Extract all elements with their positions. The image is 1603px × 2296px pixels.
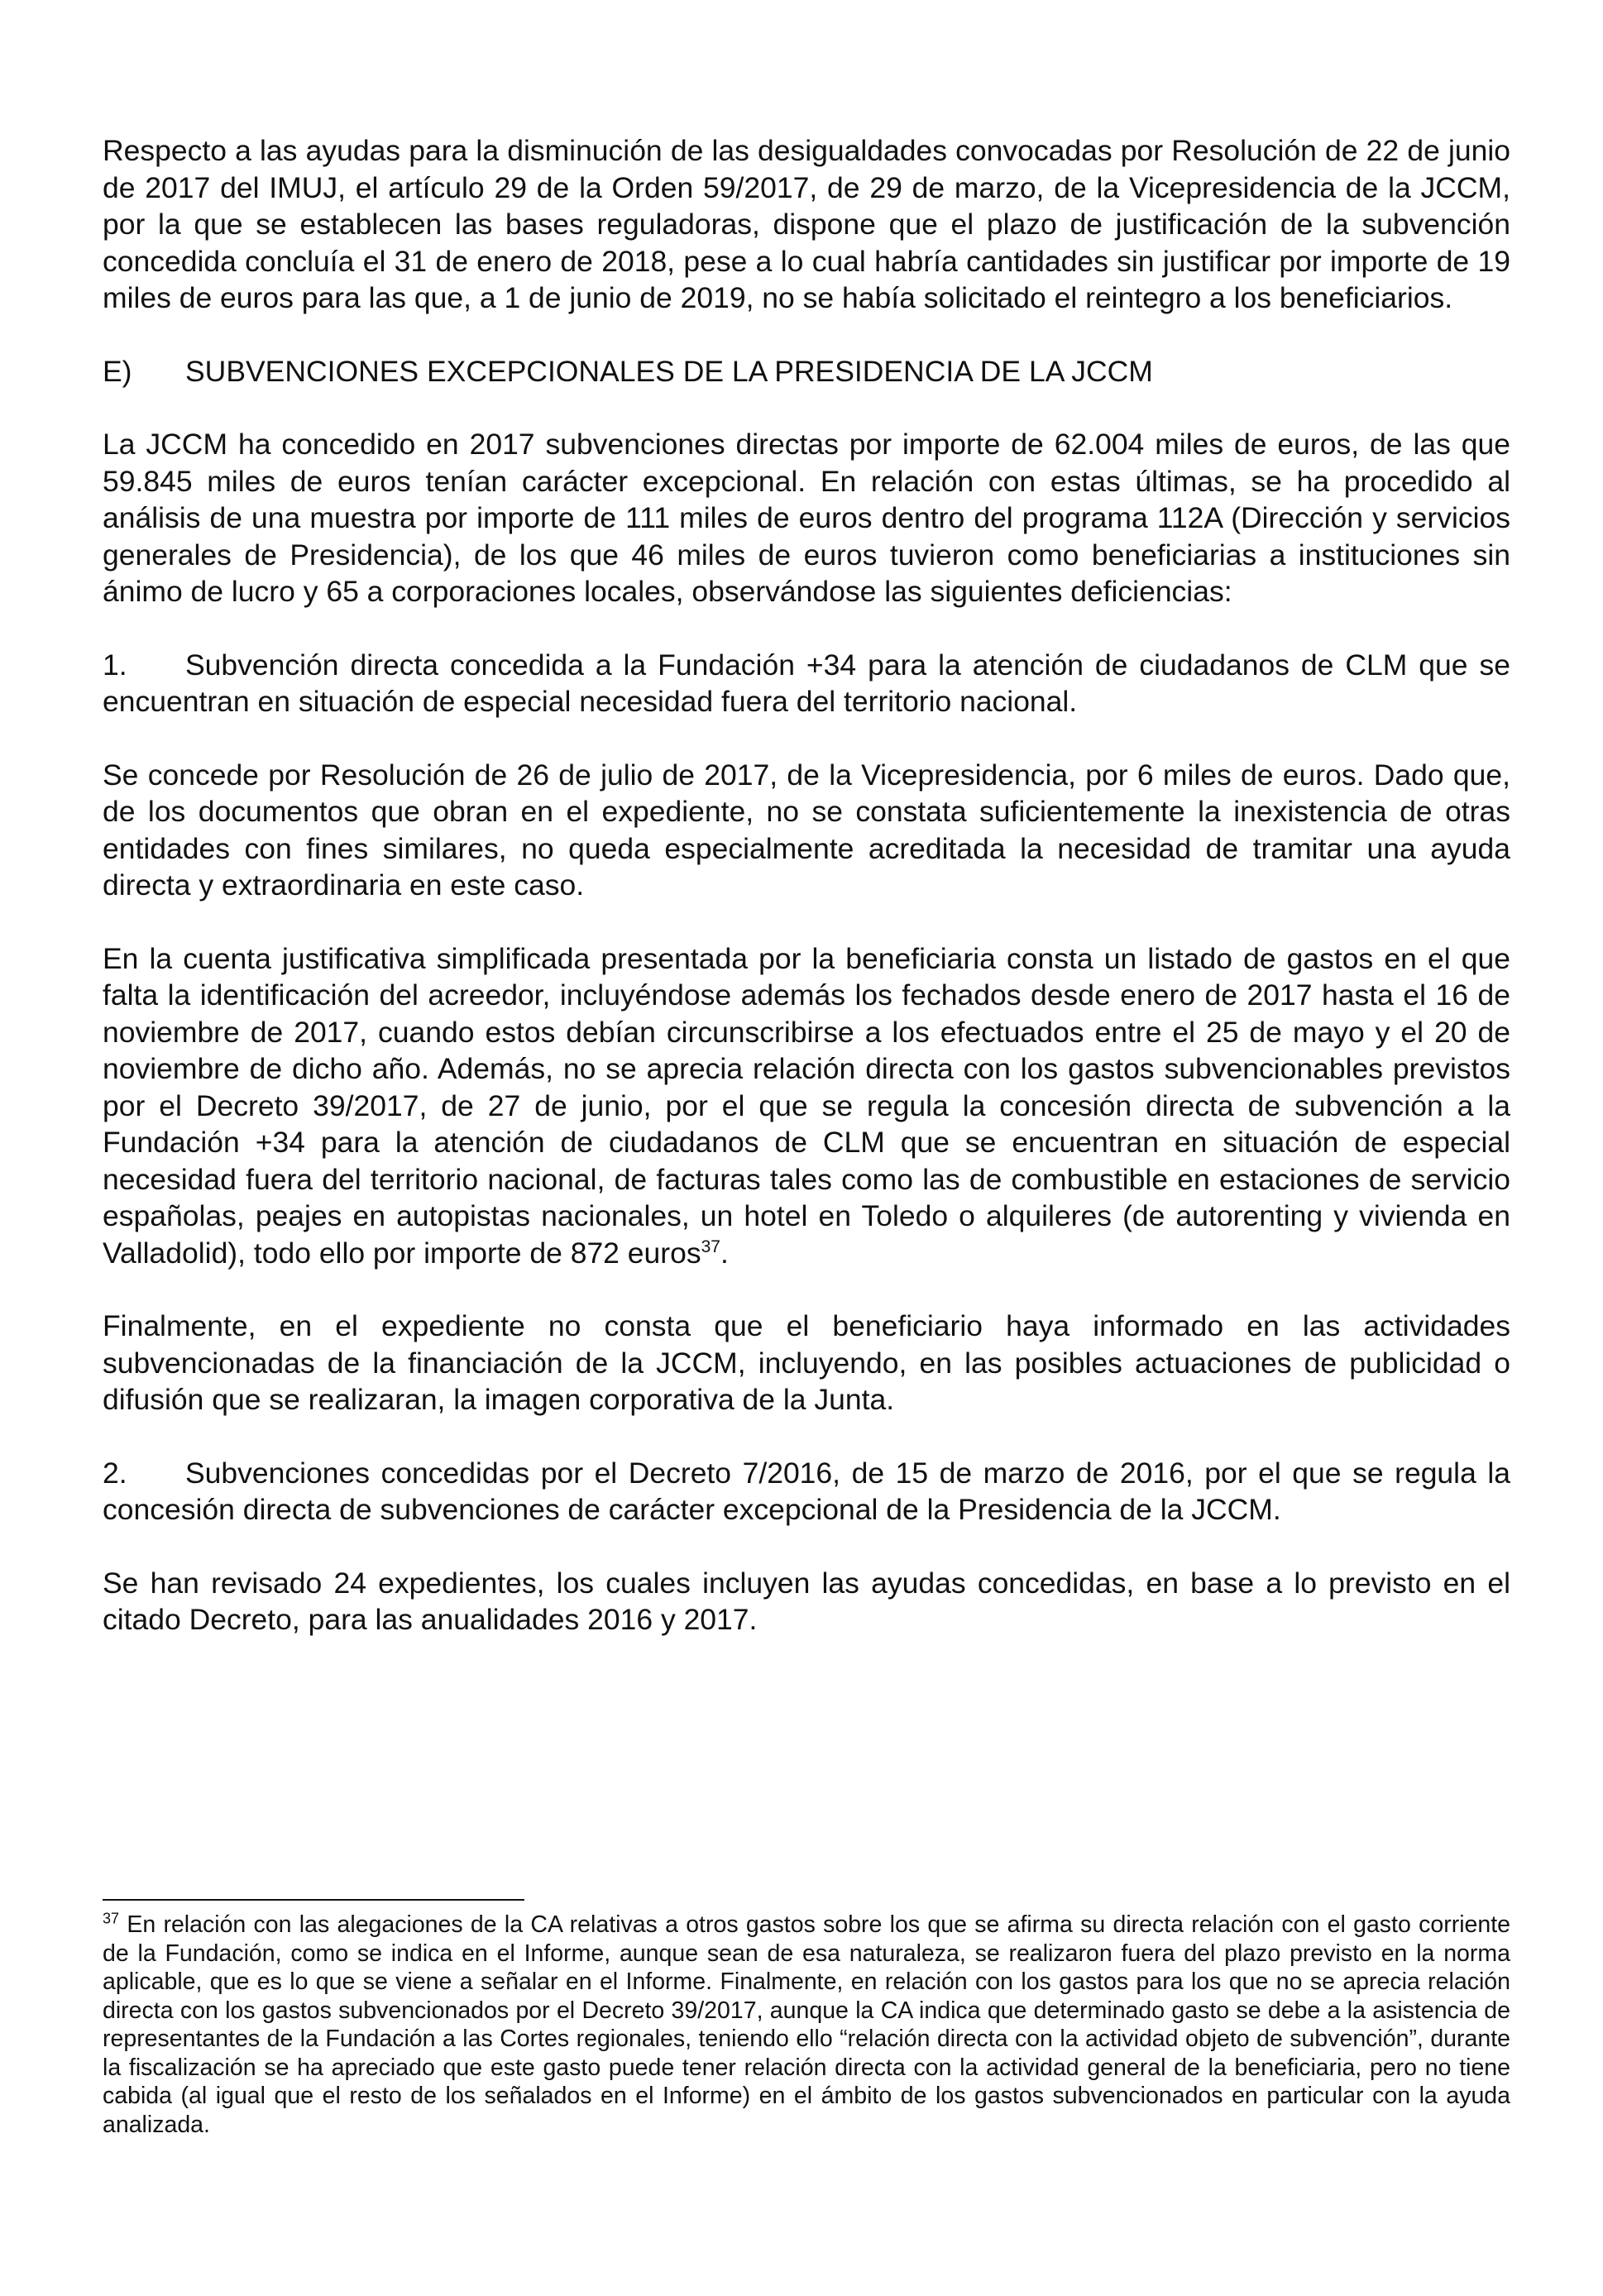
paragraph-expedientes-revisados: Se han revisado 24 expedientes, los cuales incluyen las ayudas concedidas, en base a lo previsto en el citado Decreto, para las anualidades 2016 y 2017. bbox=[103, 1566, 1510, 1636]
footnote-text: En relación con las alegaciones de la CA relativas a otros gastos sobre los que se afirma su directa relación con el gasto corriente de la Fundación, como se indica en el Informe, aunque sean de esa naturaleza, se realizaron fuera del plazo previsto en la norma aplicable, que es lo que se viene a señalar en el Informe. Finalmente, en relación con los gastos para los que no se aprecia relación directa con los gastos subvencionados por el Decreto 39/2017, aunque la CA indica que determinado gasto se debe a la asistencia de representantes de la Fundación a las Cortes regionales, teniendo ello “relación directa con la actividad objeto de subvención”, durante la fiscalización se ha apreciado que este gasto puede tener relación directa con la actividad general de la beneficiaria, pero no tiene cabida (al igual que el resto de los señalados en el Informe) en el ámbito de los gastos subvencionados en particular con la ayuda analizada. bbox=[103, 1911, 1510, 2138]
paragraph-cuenta-justificativa bbox=[103, 940, 1510, 1272]
paragraph-subvenciones-directas: La JCCM ha concedido en 2017 subvenciones directas por importe de 62.004 miles de euros, de las que 59.845 miles de euros tenían carácter excepcional. En relación con estas últimas, se ha procedido al análisis de una muestra por importe de 111 miles de euros dentro del programa 112A (Dirección y servicios generales de Presidencia), de los que 46 miles de euros tuvieron como beneficiarias a instituciones sin ánimo de lucro y 65 a corporaciones locales, observándose las siguientes deficiencias: bbox=[103, 428, 1510, 608]
paragraph-igualdad-ayudas: Respecto a las ayudas para la disminución de las desigualdades convocadas por Resolución de 22 de junio de 2017 del IMUJ, el artículo 29 de la Orden 59/2017, de 29 de marzo, de la Vicepresidencia de la JCCM, por la que se establecen las bases reguladoras, dispone que el plazo de justificación de la subvención concedida concluía el 31 de enero de 2018, pese a lo cual habría cantidades sin justificar por importe de 19 miles de euros para las que, a 1 de junio de 2019, no se había solicitado el reintegro a los beneficiarios. bbox=[103, 134, 1510, 314]
numbered-item-2 bbox=[103, 1455, 1510, 1528]
paragraph-end: . bbox=[720, 1236, 729, 1270]
item-text: Subvenciones concedidas por el Decreto 7/2016, de 15 de marzo de 2016, por el que se regula la concesión directa de subvenciones de carácter excepcional de la Presidencia de la JCCM. bbox=[103, 1456, 1510, 1526]
footnote-divider bbox=[103, 1899, 524, 1901]
section-title: SUBVENCIONES EXCEPCIONALES DE LA PRESIDENCIA DE LA JCCM bbox=[185, 354, 1153, 388]
paragraph-resolucion-vicepresidencia: Se concede por Resolución de 26 de julio de 2017, de la Vicepresidencia, por 6 miles de euros. Dado que, de los documentos que obran en el expediente, no se constata suficientemente la inexistencia de otras entidades con fines similares, no queda especialmente acreditada la necesidad de tramitar una ayuda directa y extraordinaria en este caso. bbox=[103, 758, 1510, 902]
footnote-number: 37 bbox=[103, 1910, 120, 1927]
document-body bbox=[103, 132, 1510, 1675]
section-letter: E) bbox=[103, 354, 132, 388]
item-text: Subvención directa concedida a la Fundación +34 para la atención de ciudadanos de CLM que se encuentran en situación de especial necesidad fuera del territorio nacional. bbox=[103, 648, 1510, 718]
item-number: 2. bbox=[103, 1456, 127, 1490]
paragraph-text: En la cuenta justificativa simplificada presentada por la beneficiaria consta un listado de gastos en el que falta la identificación del acreedor, incluyéndose además los fechados desde enero de 2017 hasta el 16 de noviembre de 2017, cuando estos debían circunscribirse a los efectuados entre el 25 de mayo y el 20 de noviembre de dicho año. Además, no se aprecia relación directa con los gastos subvencionables previstos por el Decreto 39/2017, de 27 de junio, por el que se regula la concesión directa de subvención a la Fundación +34 para la atención de ciudadanos de CLM que se encuentran en situación de especial necesidad fuera del territorio nacional, de facturas tales como las de combustible en estaciones de servicio españolas, peajes en autopistas nacionales, un hotel en Toledo o alquileres (de autorenting y vivienda en Valladolid), todo ello por importe de 872 euros bbox=[103, 941, 1510, 1270]
item-number: 1. bbox=[103, 648, 127, 682]
paragraph-publicidad: Finalmente, en el expediente no consta que el beneficiario haya informado en las actividades subvencionadas de la financiación de la JCCM, incluyendo, en las posibles actuaciones de publicidad o difusión que se realizaran, la imagen corporativa de la Junta. bbox=[103, 1309, 1510, 1416]
footnote-37 bbox=[103, 1911, 1510, 2139]
section-heading-e bbox=[103, 353, 1510, 390]
footnote-reference[interactable]: 37 bbox=[701, 1236, 720, 1256]
numbered-item-1 bbox=[103, 647, 1510, 720]
